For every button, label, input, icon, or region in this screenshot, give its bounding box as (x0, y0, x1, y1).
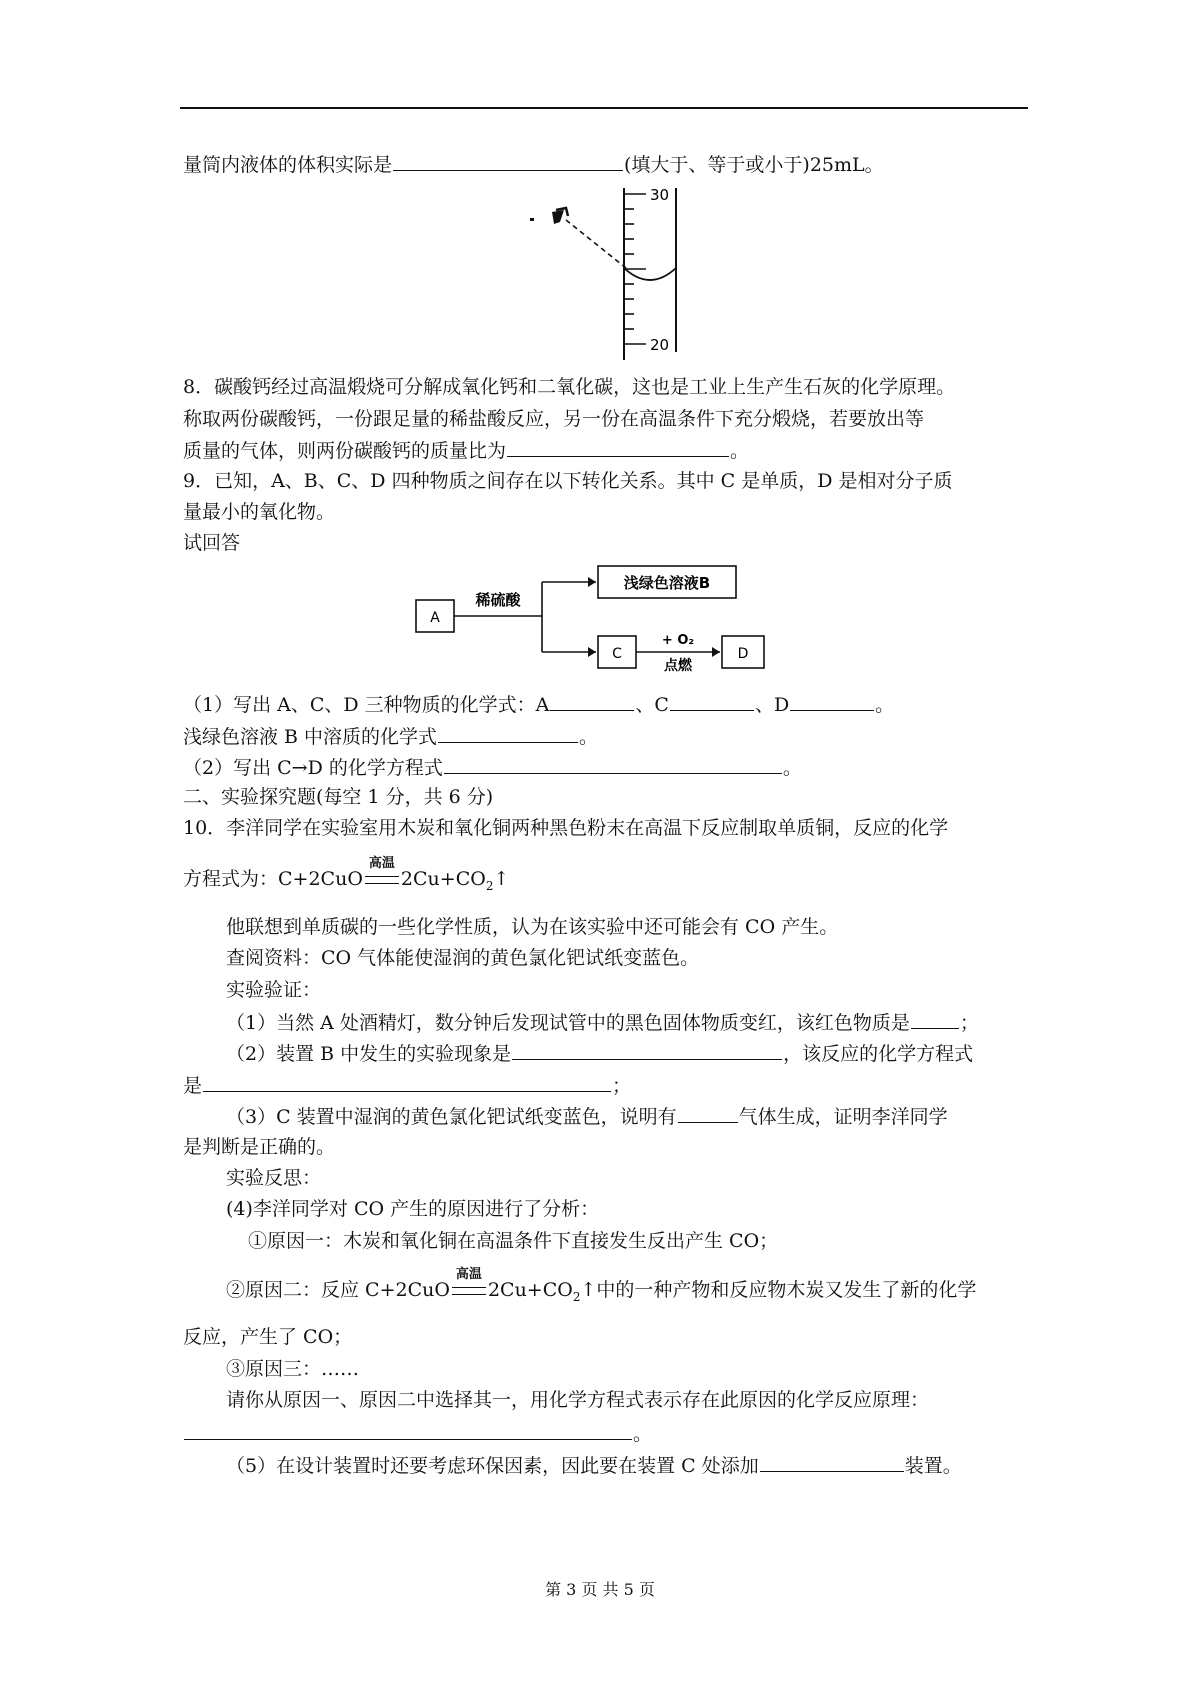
q10-choose-end: 。 (633, 1423, 653, 1445)
reaction-condition-2 (452, 1267, 486, 1303)
q9-p1-text-d: 、D (754, 694, 790, 716)
q10-s2-text-after: ，该反应的化学方程式 (783, 1043, 974, 1065)
q10-info: 查阅资料：CO 气体能使湿润的黄色氯化钯试纸变蓝色。 (226, 947, 700, 969)
tick-label-30: 30 (650, 186, 670, 204)
arrowhead-to-b (588, 577, 596, 587)
q10-r2-prefix: ②原因二：反应 C+2CuO (226, 1279, 450, 1301)
q10-blank-gas[interactable] (678, 1102, 738, 1123)
box-d (722, 636, 764, 668)
box-b (598, 566, 736, 598)
q8-line-1: 8．碳酸钙经过高温煅烧可分解成氧化钙和二氧化碳，这也是工业上生产生石灰的化学原理。 (183, 376, 956, 398)
q10-blank-reason-equation[interactable] (184, 1419, 632, 1440)
q10-step5 (226, 1451, 962, 1479)
box-c (598, 636, 636, 668)
box-a-label: A (430, 610, 440, 626)
q10-step1 (226, 1008, 979, 1036)
q10-reason1: ①原因一：木炭和氧化铜在高温条件下直接发生反出产生 CO； (248, 1230, 779, 1252)
q10-choose-blank-line (183, 1419, 652, 1447)
q10-s2-text: （2）装置 B 中发生的实验现象是 (226, 1043, 512, 1065)
up-arrow-icon: ↑ (493, 868, 510, 890)
q8-answer-blank[interactable] (507, 436, 729, 457)
q10-blank-equation-b[interactable] (203, 1071, 611, 1092)
q9-blank-a[interactable] (550, 690, 634, 711)
q9-p1-text-a: （1）写出 A、C、D 三种物质的化学式：A (183, 694, 550, 716)
q9-blank-c[interactable] (670, 690, 754, 711)
eye-icon (530, 208, 568, 224)
q10-reason2b: 反应，产生了 CO； (183, 1326, 353, 1348)
cylinder-ticks (624, 194, 646, 344)
box-c-label: C (612, 646, 622, 662)
q9-blank-d[interactable] (790, 690, 874, 711)
q10-reflect: 实验反思： (226, 1167, 322, 1189)
ignite-label: 点燃 (664, 658, 692, 674)
oxygen-label: + O₂ (661, 633, 695, 648)
measuring-cylinder-figure (520, 180, 720, 365)
q10-verify: 实验验证： (226, 979, 322, 1001)
box-b-label: 浅绿色溶液B (623, 574, 711, 592)
q10-reason2 (226, 1267, 977, 1310)
q9-blank-equation[interactable] (444, 753, 782, 774)
sight-line (566, 220, 626, 268)
q10-s3-text: （3）C 装置中湿润的黄色氯化钯试纸变蓝色，说明有 (226, 1106, 677, 1128)
box-a (416, 600, 454, 632)
section-heading: 二、实验探究题(每空 1 分，共 6 分) (183, 786, 494, 808)
q10-choose: 请你从原因一、原因二中选择其一，用化学方程式表示存在此原因的化学反应原理： (226, 1389, 930, 1411)
q10-step3b: 是判断是正确的。 (183, 1136, 336, 1158)
q10-s5-end: 装置。 (904, 1455, 962, 1477)
q10-s2b-end: ； (612, 1075, 632, 1097)
q7-text-after: (填大于、等于或小于)25mL。 (624, 154, 884, 176)
q9-line-3: 试回答 (183, 532, 241, 554)
q8-line-2: 称取两份碳酸钙，一份跟足量的稀盐酸反应，另一份在高温条件下充分煅烧，若要放出等 (183, 408, 925, 430)
q9-p1-text-end: 。 (875, 694, 895, 716)
q10-step2b (183, 1071, 631, 1099)
q10-eq-products: 2Cu+CO (400, 868, 486, 890)
q10-eq-prefix: 方程式为：C+2CuO (183, 868, 363, 890)
q9-part2 (183, 753, 802, 781)
q10-s3-text-after: 气体生成，证明李洋同学 (738, 1106, 948, 1128)
q8-text: 质量的气体，则两份碳酸钙的质量比为 (183, 440, 507, 462)
condition-label-2: 高温 (455, 1267, 482, 1282)
q10-r2-products: 2Cu+CO (487, 1279, 573, 1301)
q9-p1b-end: 。 (579, 726, 599, 748)
q8-line-3 (183, 436, 749, 464)
arrowhead-to-d (712, 647, 720, 657)
header-rule (180, 107, 1028, 109)
q7-line (183, 150, 884, 178)
q9-blank-solute[interactable] (438, 722, 578, 743)
box-d-label: D (737, 646, 749, 662)
q10-step2 (226, 1039, 973, 1067)
q10-s1-text: （1）当然 A 处酒精灯，数分钟后发现试管中的黑色固体物质变红，该红色物质是 (226, 1012, 910, 1034)
arrowhead-to-c (588, 647, 596, 657)
q10-step3 (226, 1102, 948, 1130)
reaction-condition (365, 856, 399, 892)
q10-line-1: 10．李洋同学在实验室用木炭和氧化铜两种黑色粉末在高温下反应制取单质铜，反应的化学 (183, 817, 949, 839)
up-arrow-icon-2: ↑ (580, 1279, 597, 1301)
q9-p1b-text: 浅绿色溶液 B 中溶质的化学式 (183, 726, 438, 748)
q9-line-1: 9．已知，A、B、C、D 四种物质之间存在以下转化关系。其中 C 是单质，D 是相对分子质 (183, 470, 953, 492)
q9-part1b (183, 722, 598, 750)
tick-label-20: 20 (650, 336, 670, 354)
q9-p2-end: 。 (782, 757, 802, 779)
q10-blank-phenomenon[interactable] (512, 1039, 782, 1060)
q10-s2b-text: 是 (183, 1075, 203, 1097)
q10-r2-sub: 2 (572, 1289, 581, 1304)
q10-s5-text: （5）在设计装置时还要考虑环保因素，因此要在装置 C 处添加 (226, 1455, 759, 1477)
q10-blank-red-substance[interactable] (911, 1008, 959, 1029)
q9-line-2: 量最小的氧化物。 (183, 501, 336, 523)
q10-reason3: ③原因三：…… (226, 1358, 360, 1380)
q10-s1-end: ； (959, 1012, 979, 1034)
q10-blank-device[interactable] (760, 1451, 904, 1472)
condition-label: 高温 (368, 856, 395, 871)
q9-p1-text-c: 、C (635, 694, 669, 716)
q10-equation-line (183, 856, 510, 899)
q7-text: 量筒内液体的体积实际是 (183, 154, 393, 176)
q10-r2-suffix: 中的一种产物和反应物木炭又发生了新的化学 (596, 1279, 977, 1301)
reagent-label: 稀硫酸 (475, 591, 521, 609)
q8-text-after: 。 (730, 440, 750, 462)
q10-think: 他联想到单质碳的一些化学性质，认为在该实验中还可能会有 CO 产生。 (226, 916, 839, 938)
conversion-diagram (410, 560, 790, 675)
q9-p2-text: （2）写出 C→D 的化学方程式 (183, 757, 443, 779)
q10-step4: (4)李洋同学对 CO 产生的原因进行了分析： (226, 1198, 600, 1220)
q7-answer-blank[interactable] (393, 150, 623, 171)
page-footer: 第 3 页 共 5 页 (545, 1580, 655, 1599)
q10-eq-sub: 2 (485, 878, 494, 893)
q9-part1 (183, 690, 894, 718)
